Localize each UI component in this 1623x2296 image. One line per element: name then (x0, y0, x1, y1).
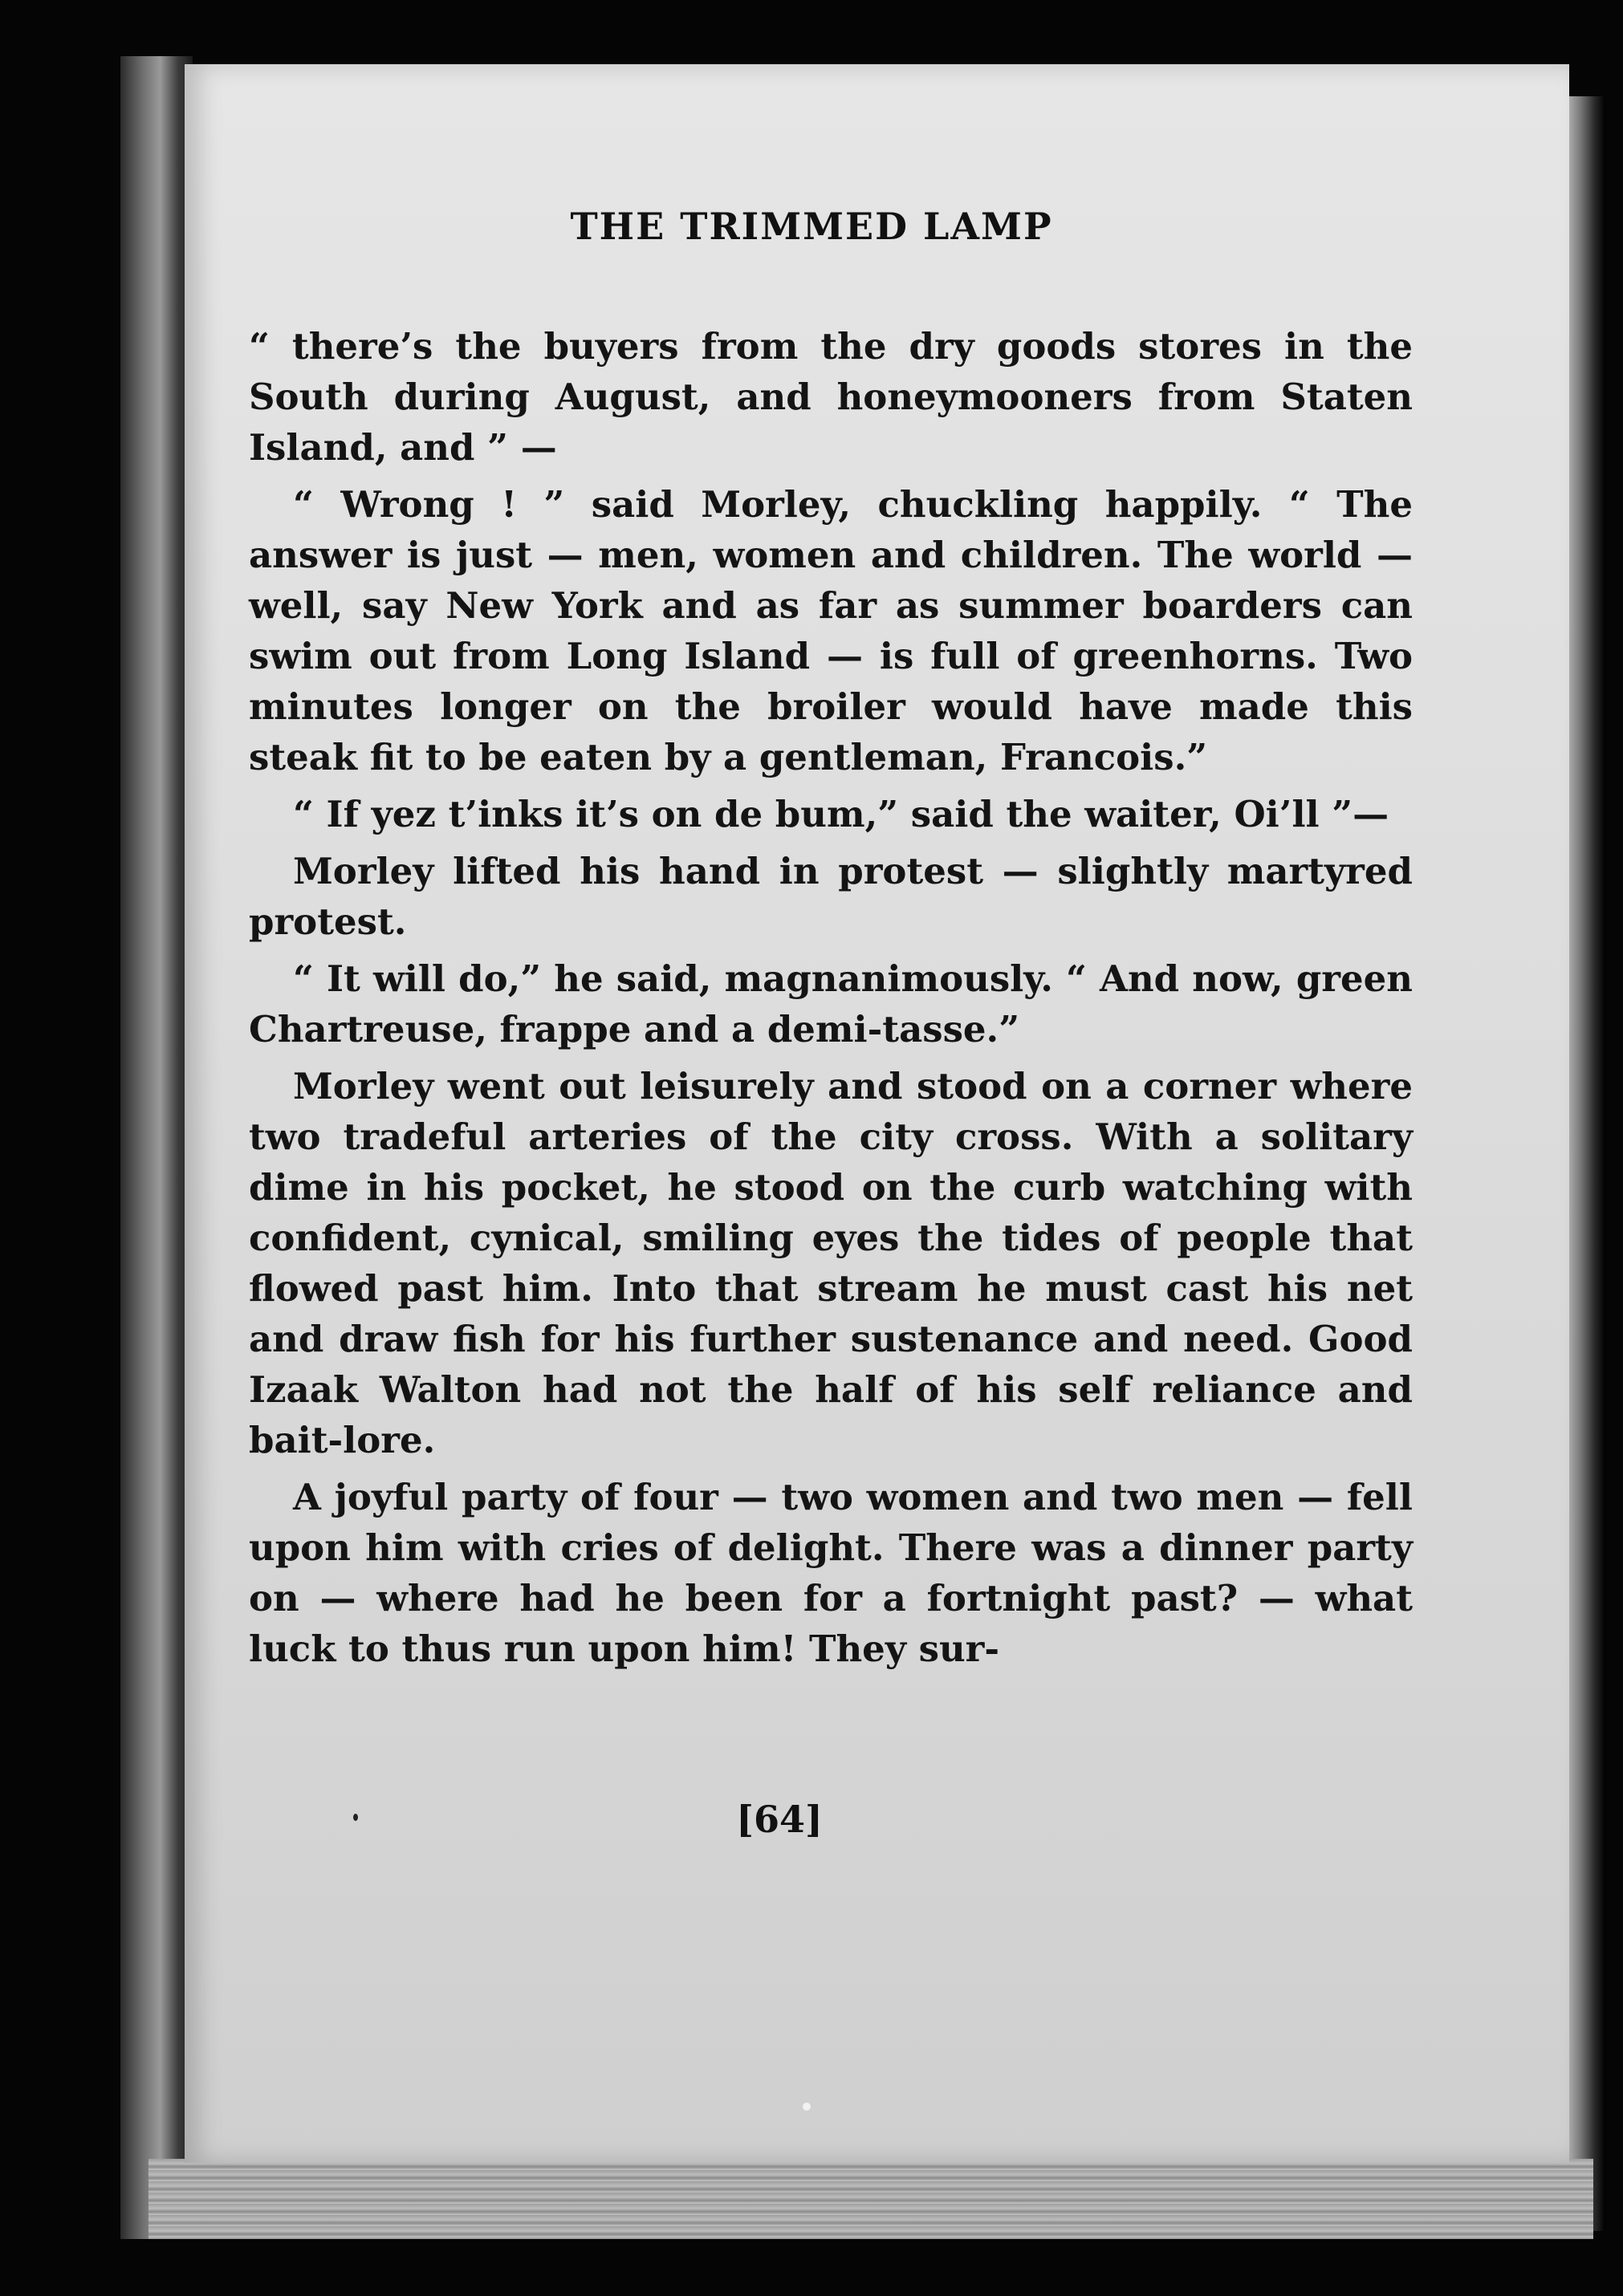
paragraph: A joyful party of four — two women and two men — fell upon him with cries of delight. There was a dinner party on — where had he been for a fortnight past? — what luck to thus run upon him! They sur- (249, 1476, 1413, 1670)
paragraph: “ If yez t’inks it’s on de bum,” said the waiter, Oi’ll ”— (293, 793, 1389, 835)
paragraph: Morley went out leisurely and stood on a corner where two tradeful arteries of the city cross. With a solitary dime in his pocket, he stood on the curb watching with confident, cynical, smiling eyes the tides of people that flowed past him. Into that stream he must cast his net and draw fish for his further sustenance and need. Good Izaak Walton had not the half of his self reliance and bait-lore. (249, 1065, 1413, 1461)
page-number: [64] (736, 1798, 823, 1841)
paragraph: Morley lifted his hand in protest — slightly martyred protest. (249, 850, 1413, 943)
page-edges-right (1569, 96, 1605, 2231)
page-edges-bottom (148, 2159, 1593, 2239)
running-head: THE TRIMMED LAMP (570, 205, 1053, 248)
paragraph: “ there’s the buyers from the dry goods stores in the South during August, and honeymooners from Staten Island, and ” — (249, 325, 1413, 469)
body-text (249, 321, 1413, 1680)
book-spine (120, 56, 193, 2239)
paragraph: “ Wrong ! ” said Morley, chuckling happily. “ The answer is just — men, women and children. The world — well, say New York and as far as summer boarders can swim out from Long Island — is full of greenhorns. Two minutes longer on the broiler would have made this steak fit to be eaten by a gentleman, Francois.” (249, 483, 1413, 778)
paragraph: “ It will do,” he said, magnanimously. “ And now, green Chartreuse, frappe and a demi-tasse.” (249, 957, 1413, 1050)
dust-speck (803, 2103, 811, 2111)
